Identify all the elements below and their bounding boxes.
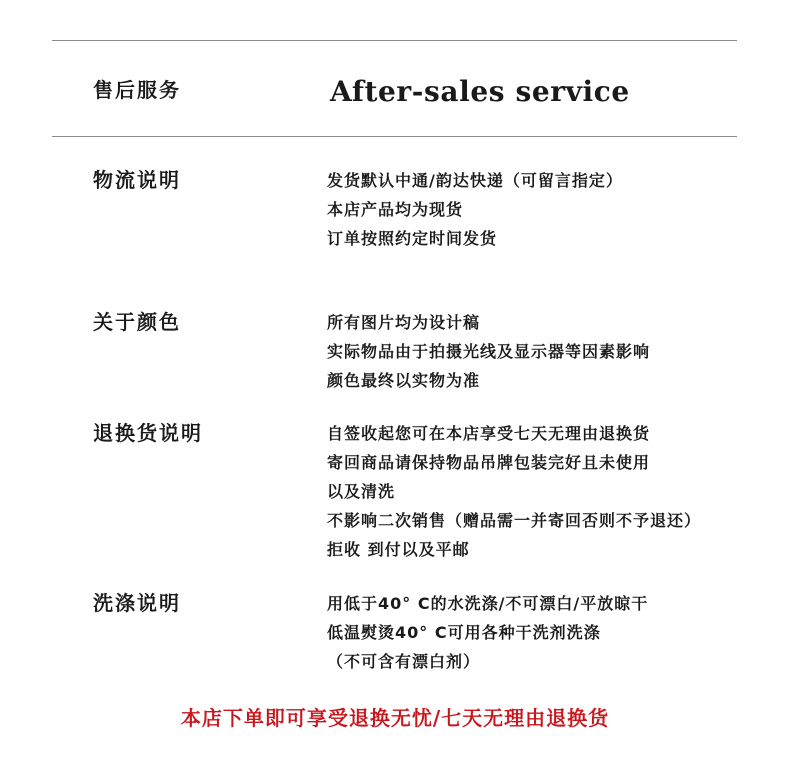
section-lines: [327, 308, 650, 395]
section-line: 所有图片均为设计稿: [327, 313, 481, 332]
section-line: 不影响二次销售（赠品需一并寄回否则不予退还）: [327, 511, 702, 530]
section-lines: [327, 166, 623, 253]
section-heading: 关于颜色: [93, 310, 181, 334]
section-heading: 退换货说明: [93, 421, 203, 445]
section-line: 用低于40° C的水洗涤/不可漂白/平放晾干: [327, 594, 649, 613]
header-top-divider: [52, 40, 737, 41]
section-line: 自签收起您可在本店享受七天无理由退换货: [327, 424, 651, 443]
section-heading: 物流说明: [93, 168, 181, 192]
section-lines: [327, 589, 648, 676]
section-lines: [327, 419, 701, 564]
section-line: 订单按照约定时间发货: [327, 229, 498, 248]
section-line: 低温熨烫40° C可用各种干洗剂洗涤: [327, 623, 601, 642]
section-line: 发货默认中通/韵达快递（可留言指定）: [327, 171, 623, 190]
section-line: 拒收 到付以及平邮: [327, 540, 470, 559]
title-english: After-sales service: [330, 75, 630, 108]
section-line: 以及清洗: [327, 482, 396, 501]
footer-notice: 本店下单即可享受退换无忧/七天无理由退换货: [180, 706, 610, 730]
section-line: 本店产品均为现货: [327, 200, 464, 219]
section-line: 寄回商品请保持物品吊牌包装完好且未使用: [327, 453, 651, 472]
title-chinese: 售后服务: [93, 78, 181, 102]
section-heading: 洗涤说明: [93, 591, 181, 615]
section-line: 颜色最终以实物为准: [327, 371, 481, 390]
header-bottom-divider: [52, 136, 737, 137]
section-line: 实际物品由于拍摄光线及显示器等因素影响: [327, 342, 651, 361]
section-line: （不可含有漂白剂）: [327, 652, 481, 671]
